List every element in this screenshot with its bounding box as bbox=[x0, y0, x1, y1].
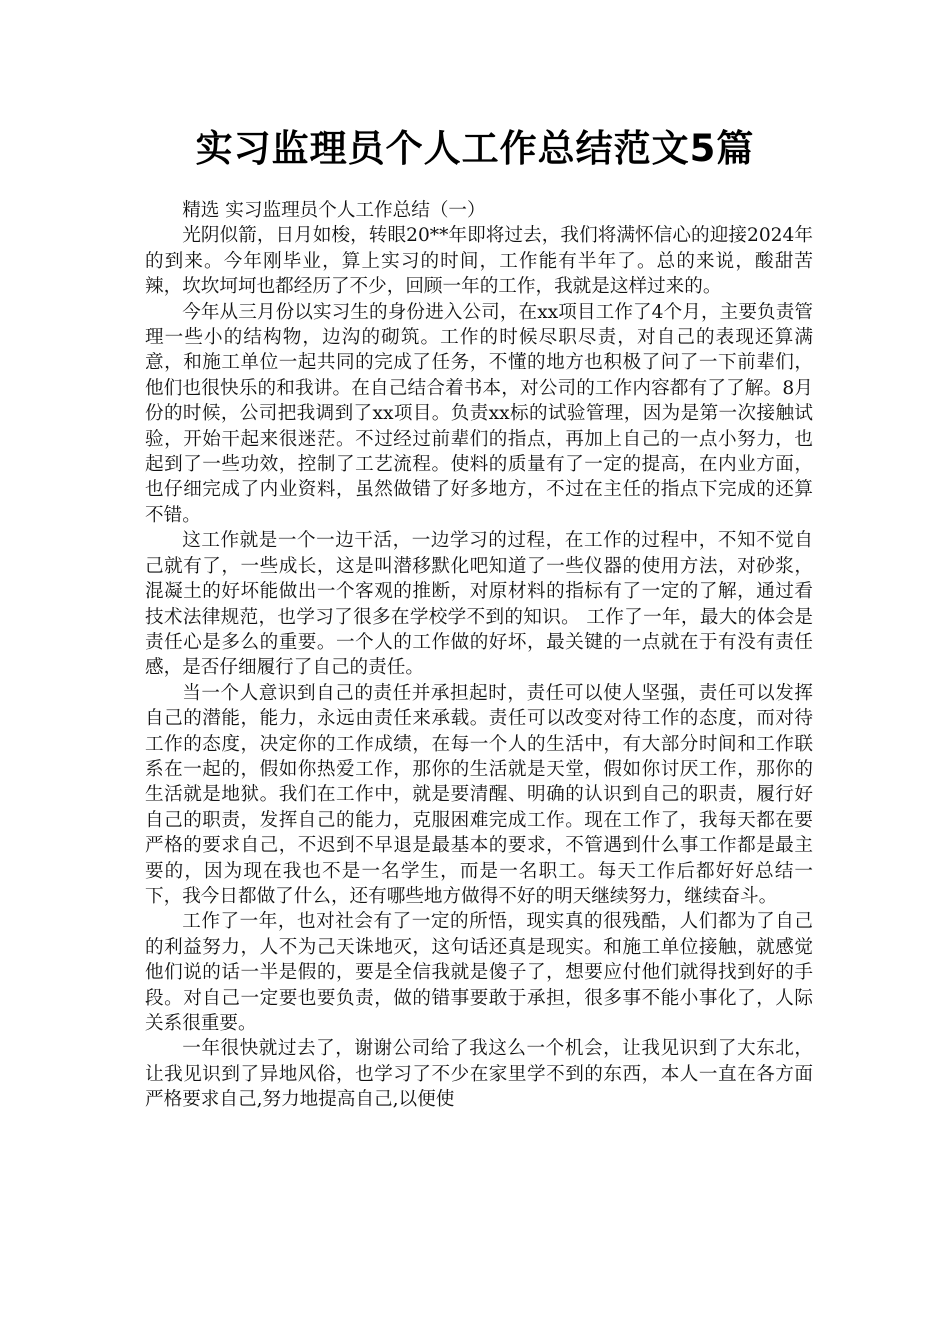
paragraph: 今年从三月份以实习生的身份进入公司，在xx项目工作了4个月，主要负责管理一些小的结构物，边沟的砌筑。工作的时候尽职尽责，对自己的表现还算满意，和施工单位一起共同的完成了任务，不懂的地方也积极了问了一下前辈们，他们也很快乐的和我讲。在自己结合着书本，对公司的工作内容都有了了解。8月份的时候，公司把我调到了xx项目。负责xx标的试验管理，因为是第一次接触试验，开始干起来很迷茫。不过经过前辈们的指点，再加上自己的一点小努力，也起到了一些功效，控制了工艺流程。使料的质量有了一定的提高，在内业方面，也仔细完成了内业资料，虽然做错了好多地方，不过在主任的指点下完成的还算不错。 bbox=[145, 301, 813, 526]
paragraph: 工作了一年，也对社会有了一定的所悟，现实真的很残酷，人们都为了自己的利益努力，人不为己天诛地灭，这句话还真是现实。和施工单位接触，就感觉他们说的话一半是假的，要是全信我就是傻子了，想要应付他们就得找到好的手段。对自己一定要也要负责，做的错事要敢于承担，很多事不能小事化了，人际关系很重要。 bbox=[145, 911, 813, 1034]
document-body bbox=[145, 198, 813, 1113]
paragraph: 光阴似箭，日月如梭，转眼20**年即将过去，我们将满怀信心的迎接2024年的到来。今年刚毕业，算上实习的时间，工作能有半年了。总的来说，酸甜苦辣，坎坎坷坷也都经历了不少，回顾一年的工作，我就是这样过来的。 bbox=[145, 225, 813, 298]
document-title: 实习监理员个人工作总结范文5篇 bbox=[195, 127, 755, 170]
section-subtitle: 精选 实习监理员个人工作总结（一） bbox=[182, 200, 486, 221]
paragraph: 这工作就是一个一边干活，一边学习的过程，在工作的过程中，不知不觉自己就有了，一些成长，这是叫潜移默化吧知道了一些仪器的使用方法，对砂浆，混凝土的好坏能做出一个客观的推断，对原材料的指标有了一定的了解，通过看技术法律规范，也学习了很多在学校学不到的知识。 工作了一年，最大的体会是责任心是多么的重要。一个人的工作做的好坏，最关键的一点就在于有没有责任感，是否仔细履行了自己的责任。 bbox=[145, 530, 813, 679]
paragraph: 当一个人意识到自己的责任并承担起时，责任可以使人坚强，责任可以发挥自己的潜能，能力，永远由责任来承载。责任可以改变对待工作的态度，而对待工作的态度，决定你的工作成绩，在每一个人的生活中，有大部分时间和工作联系在一起的，假如你热爱工作，那你的生活就是天堂，假如你讨厌工作，那你的生活就是地狱。我们在工作中，就是要清醒、明确的认识到自己的职责，履行好自己的职责，发挥自己的能力，克服困难完成工作。现在工作了，我每天都在要严格的要求自己，不迟到不早退是最基本的要求，不管遇到什么事工作都是最主要的，因为现在我也不是一名学生，而是一名职工。每天工作后都好好总结一下，我今日都做了什么，还有哪些地方做得不好的明天继续努力，继续奋斗。 bbox=[145, 682, 813, 907]
paragraph: 一年很快就过去了，谢谢公司给了我这么一个机会，让我见识到了大东北，让我见识到了异地风俗，也学习了不少在家里学不到的东西，本人一直在各方面严格要求自己,努力地提高自己,以便使 bbox=[145, 1038, 813, 1111]
